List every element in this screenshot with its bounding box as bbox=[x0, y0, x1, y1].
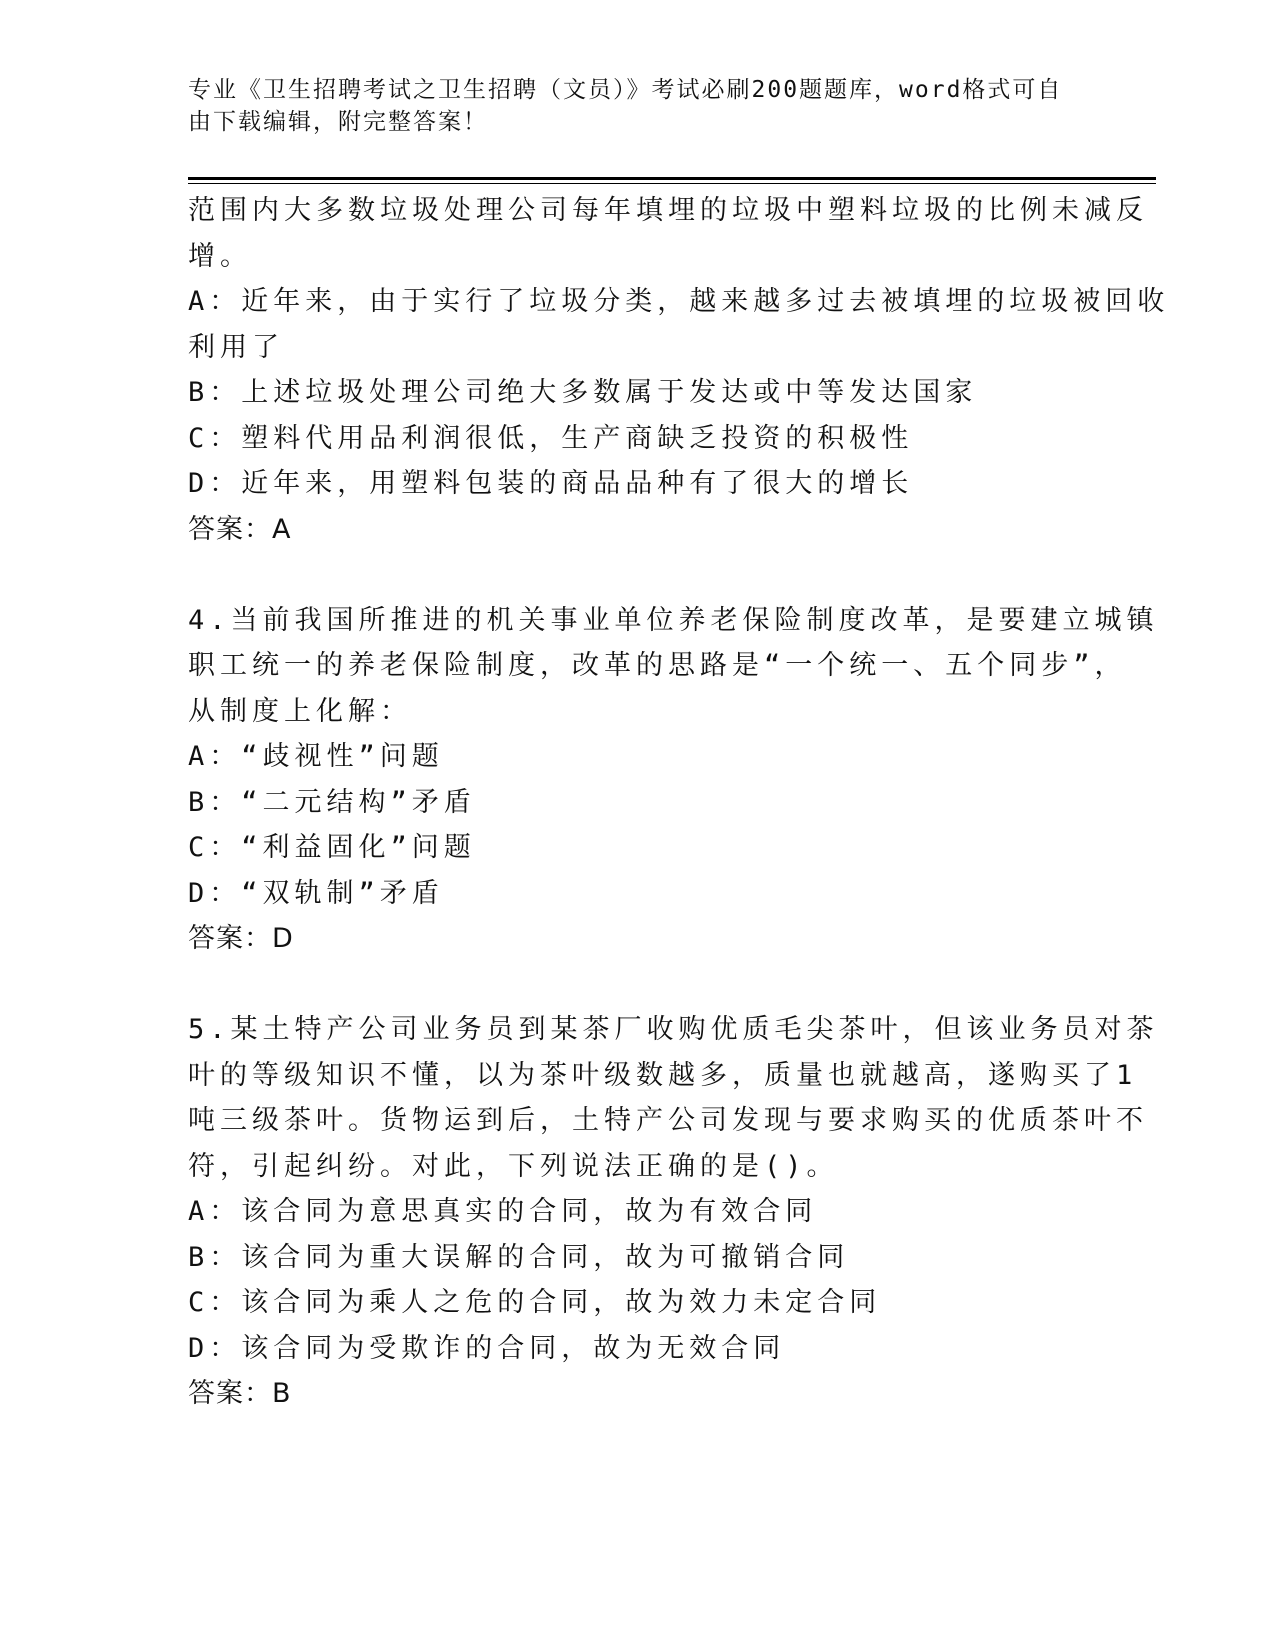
question-spacer bbox=[188, 962, 1088, 1008]
option-c: C：该合同为乘人之危的合同，故为效力未定合同 bbox=[188, 1287, 882, 1318]
answer-label: 答案：B bbox=[188, 1378, 292, 1409]
option-c: C：塑料代用品利润很低，生产商缺乏投资的积极性 bbox=[188, 422, 914, 454]
question-3 bbox=[188, 188, 1170, 552]
question-stem-line: 增。 bbox=[188, 240, 252, 272]
answer-label: 答案：D bbox=[188, 923, 294, 954]
option-d: D：近年来，用塑料包装的商品品种有了很大的增长 bbox=[188, 468, 914, 499]
question-stem-line: 符，引起纠纷。对此，下列说法正确的是()。 bbox=[188, 1150, 839, 1182]
option-a-line: A：近年来，由于实行了垃圾分类，越来越多过去被填埋的垃圾被回收 bbox=[188, 286, 1170, 317]
option-a-line: 利用了 bbox=[188, 331, 284, 363]
option-d: D：该合同为受欺诈的合同，故为无效合同 bbox=[188, 1332, 786, 1364]
question-5 bbox=[188, 1007, 1159, 1417]
question-stem-line: 4.当前我国所推进的机关事业单位养老保险制度改革，是要建立城镇 bbox=[188, 604, 1159, 636]
question-stem-line: 职工统一的养老保险制度，改革的思路是“一个统一、五个同步”， bbox=[188, 650, 1127, 681]
question-stem-line: 吨三级茶叶。货物运到后，土特产公司发现与要求购买的优质茶叶不 bbox=[188, 1105, 1148, 1136]
option-d: D：“双轨制”矛盾 bbox=[188, 877, 444, 909]
question-4 bbox=[188, 598, 1159, 962]
header-title-line-2: 由下载编辑，附完整答案！ bbox=[188, 109, 488, 135]
option-c: C：“利益固化”问题 bbox=[188, 832, 476, 863]
header-title-line-1: 专业《卫生招聘考试之卫生招聘（文员）》考试必刷200题题库，word格式可自 bbox=[188, 77, 1063, 103]
question-stem-line: 从制度上化解： bbox=[188, 695, 412, 727]
answer-label: 答案：A bbox=[188, 513, 292, 545]
page-header bbox=[188, 74, 1068, 138]
question-stem-line: 范围内大多数垃圾处理公司每年填埋的垃圾中塑料垃圾的比例未减反 bbox=[188, 195, 1148, 226]
option-b: B：“二元结构”矛盾 bbox=[188, 786, 476, 818]
option-a: A：该合同为意思真实的合同，故为有效合同 bbox=[188, 1196, 818, 1227]
option-b: B：该合同为重大误解的合同，故为可撤销合同 bbox=[188, 1241, 850, 1273]
option-b: B：上述垃圾处理公司绝大多数属于发达或中等发达国家 bbox=[188, 377, 978, 408]
header-divider-thin bbox=[188, 183, 1156, 184]
header-divider-thick bbox=[188, 177, 1156, 180]
question-stem-line: 5.某土特产公司业务员到某茶厂收购优质毛尖茶叶，但该业务员对茶 bbox=[188, 1014, 1159, 1045]
option-a: A：“歧视性”问题 bbox=[188, 741, 444, 772]
question-spacer bbox=[188, 552, 1088, 598]
question-content bbox=[188, 188, 1170, 1417]
question-stem-line: 叶的等级知识不懂，以为茶叶级数越多，质量也就越高，遂购买了1 bbox=[188, 1059, 1138, 1091]
